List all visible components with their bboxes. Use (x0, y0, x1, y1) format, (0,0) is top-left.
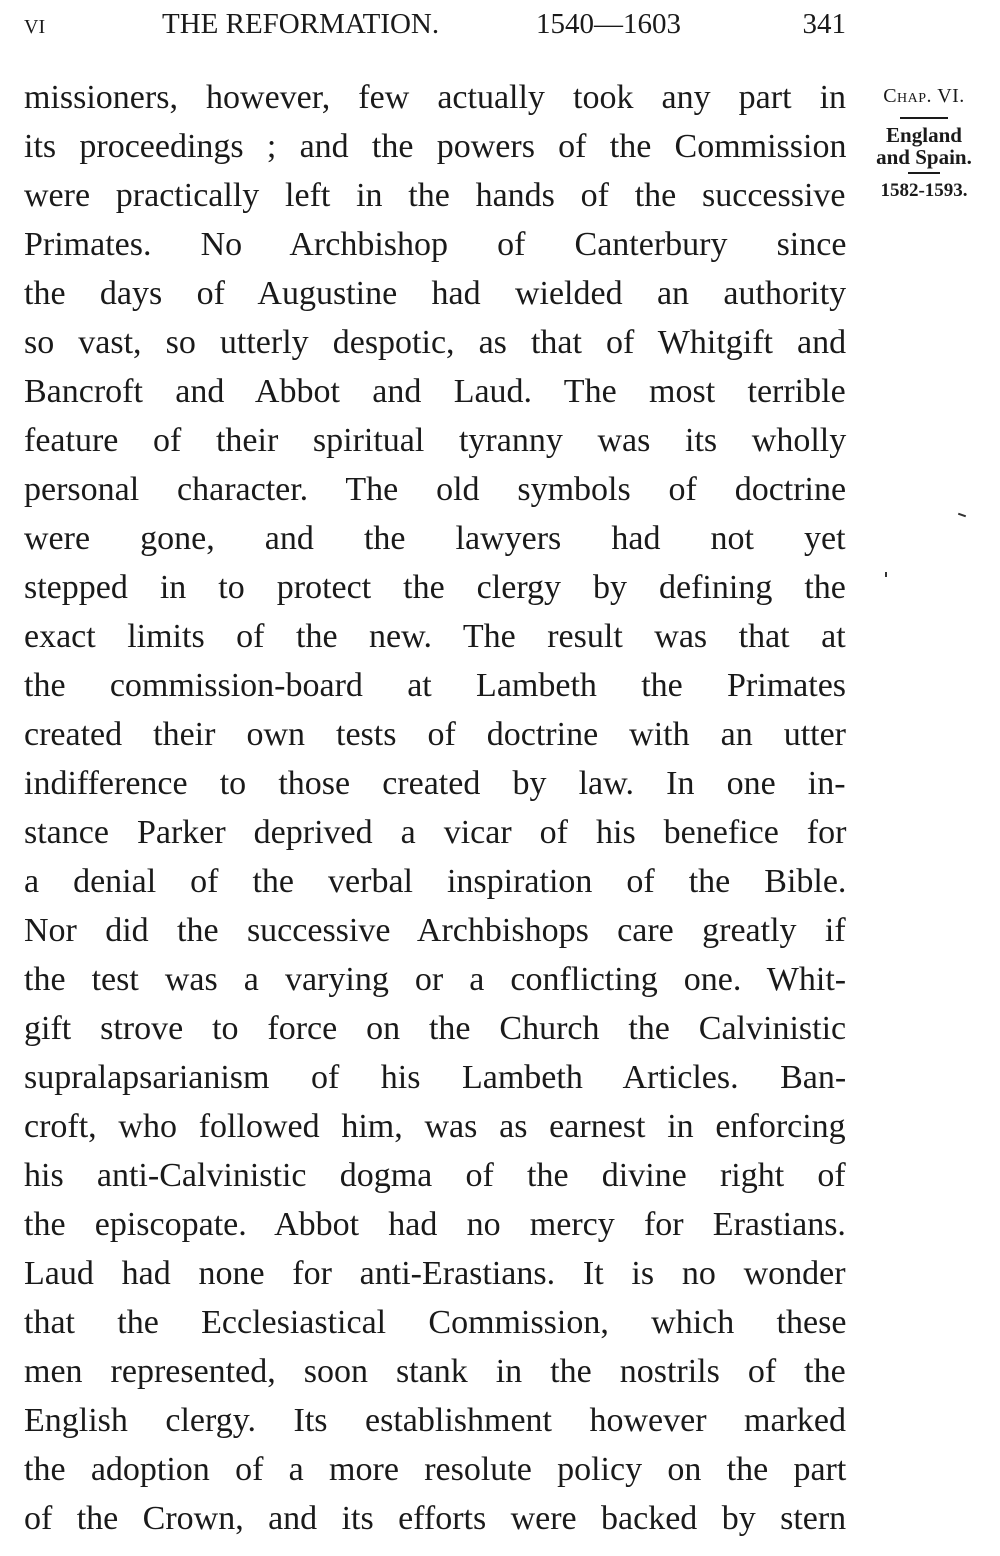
chapter-numeral: vi (24, 8, 46, 40)
text-line: were gone, and the lawyers had not yet (24, 520, 846, 557)
text-line: stance Parker deprived a vicar of his benefice for (24, 814, 847, 851)
text-line: gift strove to force on the Church the Calvinistic (24, 1010, 847, 1047)
margin-divider (900, 117, 948, 119)
running-header (24, 4, 846, 44)
text-line: created their own tests of doctrine with an utter (24, 716, 846, 753)
period-dates: 1540—1603 (536, 8, 681, 40)
text-line: a denial of the verbal inspiration of the Bible. (24, 863, 847, 900)
text-line: Nor did the successive Archbishops care greatly if (24, 912, 846, 949)
margin-years: 1582-1593. (880, 180, 968, 201)
print-speck (885, 572, 887, 577)
text-line: croft, who followed him, was as earnest in enforcing (24, 1108, 846, 1145)
margin-divider (908, 172, 940, 174)
text-line: feature of their spiritual tyranny was its wholly (24, 422, 847, 459)
text-line: English clergy. Its establishment however marked (24, 1402, 846, 1439)
margin-topic-line: England (886, 123, 962, 147)
text-line: indifference to those created by law. In one in- (24, 765, 846, 802)
body-text (24, 73, 846, 1543)
text-line: the test was a varying or a conflicting one. Whit- (24, 961, 847, 998)
margin-chapter-label: Chap. VI. (883, 85, 965, 107)
text-line: its proceedings ; and the powers of the Commission (24, 128, 847, 165)
page-title: THE REFORMATION. (162, 8, 440, 40)
text-line: stepped in to protect the clergy by defining the (24, 569, 846, 606)
text-line: exact limits of the new. The result was that at (24, 618, 846, 655)
margin-note (862, 84, 986, 202)
text-line: his anti-Calvinistic dogma of the divine right of (24, 1157, 846, 1194)
text-line: men represented, soon stank in the nostrils of the (24, 1353, 846, 1390)
text-line: supralapsarianism of his Lambeth Articles. Ban- (24, 1059, 847, 1096)
text-line: Laud had none for anti-Erastians. It is no wonder (24, 1255, 846, 1292)
text-line: so vast, so utterly despotic, as that of Whitgift and (24, 324, 847, 361)
text-line: of the Crown, and its efforts were backed by stern (24, 1500, 847, 1537)
text-line: Bancroft and Abbot and Laud. The most terrible (24, 373, 846, 410)
text-line: the commission-board at Lambeth the Primates (24, 667, 847, 704)
text-line: missioners, however, few actually took any part in (24, 79, 847, 116)
page-number: 341 (802, 8, 846, 40)
text-line: the episcopate. Abbot had no mercy for Erastians. (24, 1206, 846, 1243)
print-speck (958, 513, 966, 518)
text-line: were practically left in the hands of the successive (24, 177, 846, 214)
text-line: the adoption of a more resolute policy on the part (24, 1451, 847, 1488)
margin-topic-line: and Spain. (876, 145, 972, 169)
text-line: that the Ecclesiastical Commission, which these (24, 1304, 847, 1341)
text-line: Primates. No Archbishop of Canterbury since (24, 226, 847, 263)
text-line: personal character. The old symbols of doctrine (24, 471, 847, 508)
text-line: the days of Augustine had wielded an authority (24, 275, 847, 312)
